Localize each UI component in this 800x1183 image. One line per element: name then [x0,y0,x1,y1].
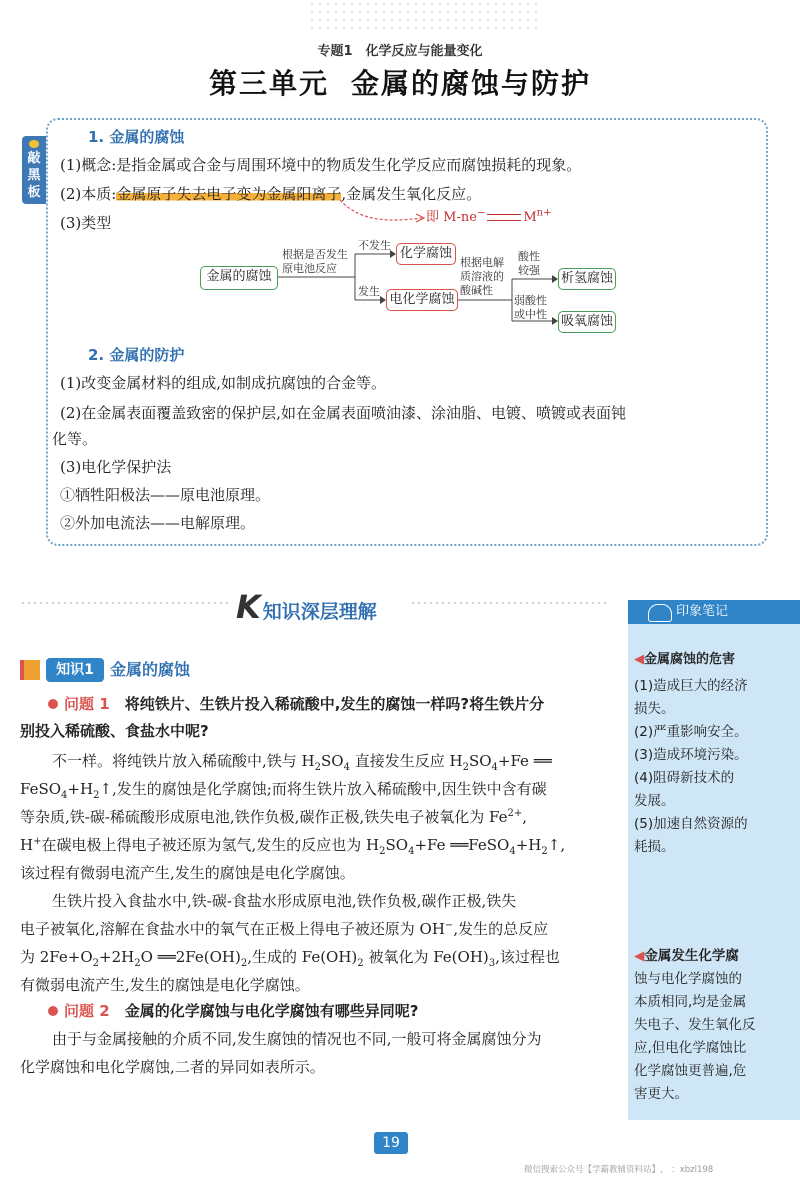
acid-label: 酸性较强 [518,250,540,277]
section-divider-right [410,600,610,608]
note1-line: (1)造成巨大的经济 [634,678,748,694]
board-tab-label: 敲黑板 [27,151,41,200]
s1-heading: 1. 金属的腐蚀 [88,128,185,146]
oxygen-absorption-box: 吸氧腐蚀 [558,311,616,333]
knowledge1-title: 金属的腐蚀 [110,660,191,679]
note1-line: 耗损。 [634,839,675,855]
cond2-label: 根据电解质溶液的酸碱性 [460,256,504,297]
hydrogen-evolution-box: 析氢腐蚀 [558,268,616,290]
formula-left: M-ne [443,210,477,225]
s2-line3: (3)电化学保护法 [60,458,172,476]
weak-acid-label: 弱酸性或中性 [514,294,547,321]
elephant-icon [648,604,672,622]
note1-line: 发展。 [634,793,675,809]
corrosion-root-box: 金属的腐蚀 [200,266,278,290]
s1-concept: (1)概念:是指金属或合金与周围环境中的物质发生化学反应而腐蚀损耗的现象。 [60,156,582,174]
highlight-text: 金属原子失去电子变为金属阳离子 [116,185,342,203]
page-number: 19 [374,1132,408,1154]
formula-mark: 即 [426,210,440,225]
answer1-para: $FeSO_4+H_2↑$,发生的腐蚀是化学腐蚀;而将生铁片放入稀硫酸中,因生铁中含有碳 [20,780,547,801]
note1-line: (4)阻碍新技术的 [634,770,735,786]
section-title-text: 知识深层理解 [262,601,377,623]
note1-title [634,648,735,667]
chemical-corrosion-box: 化学腐蚀 [396,243,456,265]
bullet-icon [48,1006,58,1016]
note2-line: 害更大。 [634,1086,688,1102]
question2-number: 问题 2 [64,1002,110,1020]
note2-line-text: 金属发生化学腐 [644,948,739,964]
question2 [48,1000,418,1021]
oxidation-formula: 即 M-ne− $M^{n+}$ [426,207,552,225]
question1-cont: 别投入稀硫酸、食盐水中呢? [20,722,209,740]
s2-line4: ①牺牲阳极法——原电池原理。 [60,486,271,504]
answer1-para: 有微弱电流产生,发生的腐蚀是电化学腐蚀。 [20,976,310,994]
note1-line: (5)加速自然资源的 [634,816,748,832]
section-divider-left [20,600,230,608]
answer1-para: 为 $2Fe+O_2+2H_2O$ $══2Fe(OH)_2$,生成的 $Fe(OH)_2$ 被氧化为 $Fe(OH)_3$,该过程也 [20,948,560,969]
watermark: 微信搜索公众号【学霸教辅资料站】, ：xbzl198 [524,1165,714,1175]
answer1-para: 等杂质,铁-碳-稀硫酸形成原电池,铁作负极,碳作正极,铁失电子被氧化为 $Fe^{2+}$, [20,808,527,826]
triangle-icon: ◀ [634,652,644,667]
bullet-icon [48,699,58,709]
answer1-para: 电子被氧化,溶解在食盐水中的氧气在正极上得电子被还原为 OH−,发生的总反应 [20,920,549,938]
notes-header-label: 印象笔记 [676,604,729,619]
s2-line1: (1)改变金属材料的组成,如制成抗腐蚀的合金等。 [60,374,387,392]
note1-line: (3)造成环境污染。 [634,747,748,763]
note2-line: 失电子、发生氧化反 [634,1017,756,1033]
book-icon [20,660,40,680]
answer1-para: 该过程有微弱电流产生,发生的腐蚀是电化学腐蚀。 [20,864,355,882]
answer1-para: H+在碳电极上得电子被还原为氢气,发生的反应也为 $H_2SO_4+Fe$ $══FeSO_4+H_2↑$, [20,836,566,857]
formula-right: M [523,210,537,225]
section-title [236,588,377,626]
knowledge1-label: 知识1 [46,658,104,682]
note1-line: (2)严重影响安全。 [634,724,748,740]
note1-line: 损失。 [634,701,675,717]
notes-header [628,600,800,624]
title-text: 金属的腐蚀与防护 [351,67,592,100]
question2-text: 金属的化学腐蚀与电化学腐蚀有哪些异同呢? [124,1002,419,1020]
s1-types: (3)类型 [60,214,112,232]
s1-essence-tail: ,金属发生氧化反应。 [341,185,482,203]
s2-line2b: 化等。 [52,430,98,448]
s2-heading: 2. 金属的防护 [88,346,185,364]
topic-label: 专题1 化学反应与能量变化 [317,44,483,59]
question1-text: 将纯铁片、生铁片投入稀硫酸中,发生的腐蚀一样吗?将生铁片分 [124,695,545,713]
answer1-para: 生铁片投入食盐水中,铁-碳-食盐水形成原电池,铁作负极,碳作正极,铁失 [52,892,517,910]
s2-line5: ②外加电流法——电解原理。 [60,514,256,532]
note2-line: 化学腐蚀更普遍,危 [634,1063,747,1079]
no-label: 不发生 [358,239,391,252]
yes-label: 发生 [358,285,380,298]
cond1-label: 根据是否发生原电池反应 [282,248,348,275]
unit-label: 第三单元 [208,67,329,100]
electrochemical-corrosion-box: 电化学腐蚀 [386,289,458,311]
note2-line [634,944,739,964]
triangle-icon: ◀ [634,948,645,964]
note2-line: 蚀与电化学腐蚀的 [634,971,742,987]
s1-essence-label: (2)本质: [60,185,117,203]
section-k-mark: K [236,588,261,626]
note2-line: 应,但电化学腐蚀比 [634,1040,747,1056]
answer2-para: 由于与金属接触的介质不同,发生腐蚀的情况也不同,一般可将金属腐蚀分为 [52,1030,542,1048]
answer2-para: 化学腐蚀和电化学腐蚀,二者的异同如表所示。 [20,1058,325,1076]
note2-line: 本质相同,均是金属 [634,994,747,1010]
question1-number: 问题 1 [64,695,110,713]
s2-line2a: (2)在金属表面覆盖致密的保护层,如在金属表面喷油漆、涂油脂、电镀、喷镀或表面钝 [60,404,627,422]
question1 [48,693,544,714]
answer1-para: 不一样。将纯铁片放入稀硫酸中,铁与 $H_2SO_4$ 直接发生反应 $H_2SO_4+Fe$ ══ [52,752,552,773]
note1-title-text: 金属腐蚀的危害 [644,652,736,667]
